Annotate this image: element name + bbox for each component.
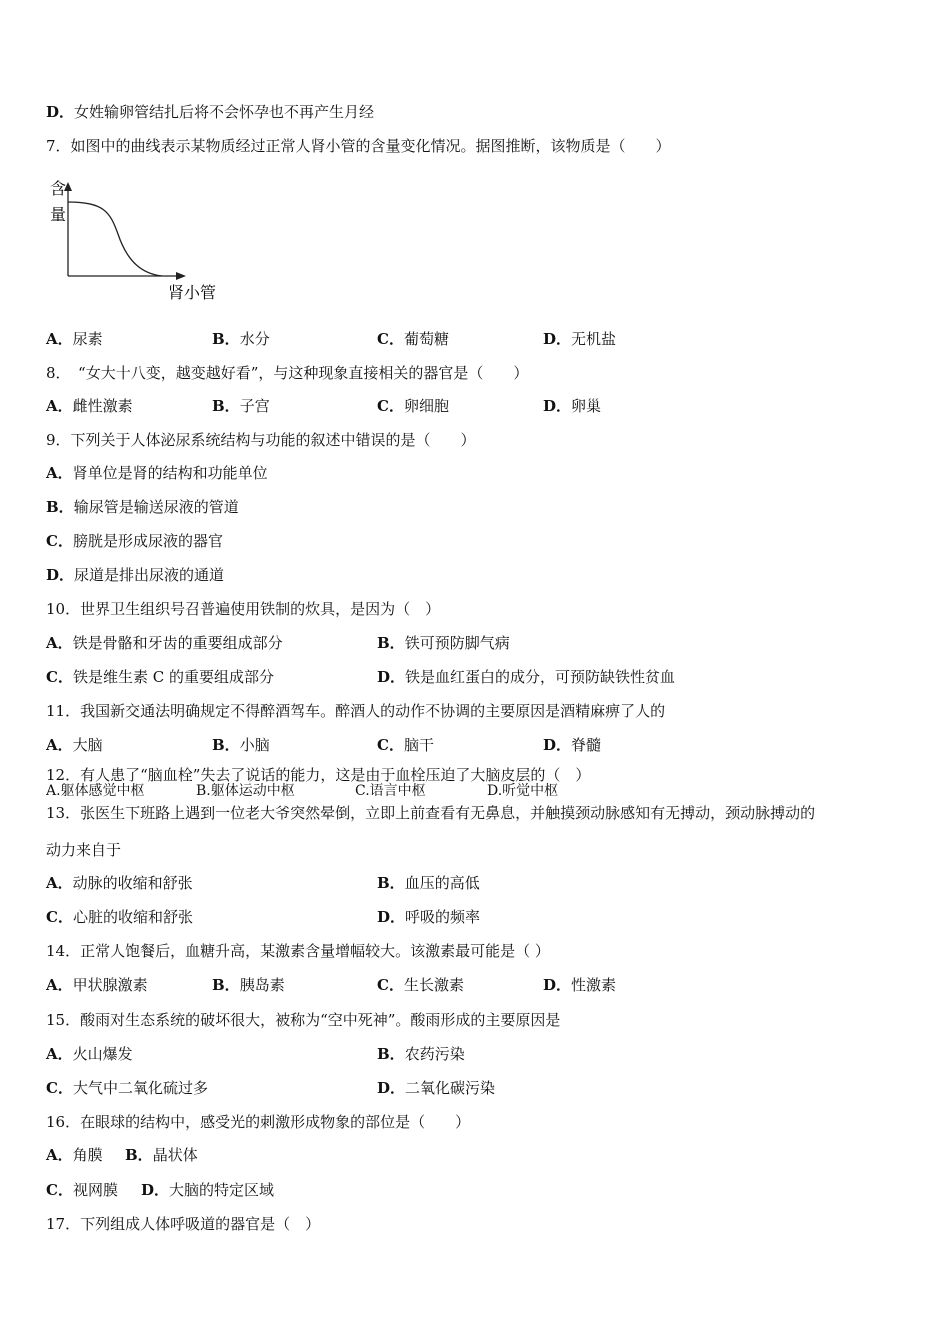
q14-stem: 14．正常人饱餐后，血糖升高，某激素含量增幅较大。该激素最可能是（ ）	[46, 942, 550, 960]
q8-option-a[interactable]: A．雌性激素	[46, 397, 133, 415]
q13-option-a[interactable]: A．动脉的收缩和舒张	[46, 874, 193, 892]
q9-option-d[interactable]: D．尿道是排出尿液的通道	[46, 566, 225, 584]
q8-option-c[interactable]: C．卵细胞	[377, 397, 449, 415]
q11-option-c[interactable]: C．脑干	[377, 736, 434, 754]
q15-option-d[interactable]: D．二氧化碳污染	[377, 1079, 496, 1097]
q15-stem: 15．酸雨对生态系统的破坏很大，被称为“空中死神”。酸雨形成的主要原因是	[46, 1011, 561, 1029]
q12-option-b[interactable]: B.躯体运动中枢	[196, 783, 295, 799]
q6-option-d: D．女姓输卵管结扎后将不会怀孕也不再产生月经	[46, 103, 375, 121]
q11-stem: 11．我国新交通法明确规定不得醉酒驾车。醉酒人的动作不协调的主要原因是酒精麻痹了人的	[46, 702, 666, 720]
q7-stem: 7．如图中的曲线表示某物质经过正常人肾小管的含量变化情况。据图推断，该物质是（ ）	[46, 137, 671, 155]
q13-option-c[interactable]: C．心脏的收缩和舒张	[46, 908, 193, 926]
q10-option-a[interactable]: A．铁是骨骼和牙齿的重要组成部分	[46, 634, 283, 652]
q14-option-a[interactable]: A．甲状腺激素	[46, 976, 148, 994]
q12-stem: 12．有人患了“脑血栓”失去了说话的能力，这是由于血栓压迫了大脑皮层的（ ）	[46, 766, 591, 784]
q13-option-b[interactable]: B．血压的高低	[377, 874, 480, 892]
q10-option-d[interactable]: D．铁是血红蛋白的成分，可预防缺铁性贫血	[377, 668, 676, 686]
q10-option-b[interactable]: B．铁可预防脚气病	[377, 634, 510, 652]
q11-option-d[interactable]: D．脊髓	[543, 736, 602, 754]
kidney-tubule-graph	[44, 176, 224, 306]
q11-option-b[interactable]: B．小脑	[212, 736, 270, 754]
x-axis-arrow	[176, 272, 186, 280]
q14-option-d[interactable]: D．性激素	[543, 976, 617, 994]
q12-option-c[interactable]: C.语言中枢	[355, 783, 426, 799]
q16-option-d[interactable]: D．大脑的特定区域	[141, 1181, 275, 1199]
q10-stem: 10．世界卫生组织号召普遍使用铁制的炊具，是因为（ ）	[46, 600, 441, 618]
q16-option-a[interactable]: A．角膜	[46, 1146, 103, 1164]
x-axis-label: 肾小管	[168, 283, 217, 302]
y-axis-label-1: 含	[50, 179, 67, 198]
q11-option-a[interactable]: A．大脑	[46, 736, 103, 754]
q16-option-b[interactable]: B．晶状体	[125, 1146, 198, 1164]
q8-option-b[interactable]: B．子宫	[212, 397, 270, 415]
q8-option-d[interactable]: D．卵巢	[543, 397, 602, 415]
q9-option-b[interactable]: B．输尿管是输送尿液的管道	[46, 498, 239, 516]
q9-option-c[interactable]: C．膀胱是形成尿液的器官	[46, 532, 223, 550]
q10-option-c[interactable]: C．铁是维生素 C 的重要组成部分	[46, 668, 274, 686]
q7-option-a[interactable]: A．尿素	[46, 330, 103, 348]
q13-stem-line-2: 动力来自于	[46, 841, 122, 859]
q7-option-c[interactable]: C．葡萄糖	[377, 330, 449, 348]
q14-option-c[interactable]: C．生长激素	[377, 976, 464, 994]
q16-stem: 16．在眼球的结构中，感受光的刺激形成物象的部位是（ ）	[46, 1113, 471, 1131]
q12-option-d[interactable]: D.听觉中枢	[487, 783, 559, 799]
q7-option-d[interactable]: D．无机盐	[543, 330, 617, 348]
q17-stem: 17．下列组成人体呼吸道的器官是（ ）	[46, 1215, 321, 1233]
q15-option-b[interactable]: B．农药污染	[377, 1045, 465, 1063]
q8-stem: 8． “女大十八变，越变越好看”，与这种现象直接相关的器官是（ ）	[46, 364, 529, 382]
q9-stem: 9．下列关于人体泌尿系统结构与功能的叙述中错误的是（ ）	[46, 431, 476, 449]
q16-option-c[interactable]: C．视网膜	[46, 1181, 118, 1199]
y-axis-label-2: 量	[50, 205, 67, 224]
q9-option-a[interactable]: A．肾单位是肾的结构和功能单位	[46, 464, 268, 482]
q13-option-d[interactable]: D．呼吸的频率	[377, 908, 481, 926]
q14-option-b[interactable]: B．胰岛素	[212, 976, 285, 994]
q15-option-c[interactable]: C．大气中二氧化硫过多	[46, 1079, 208, 1097]
q13-stem-line-1: 13．张医生下班路上遇到一位老大爷突然晕倒，立即上前查看有无鼻息，并触摸颈动脉感知有无搏动，颈动脉搏动的	[46, 804, 816, 822]
q12-option-a[interactable]: A.躯体感觉中枢	[46, 783, 145, 799]
content-curve	[68, 202, 162, 276]
q15-option-a[interactable]: A．火山爆发	[46, 1045, 133, 1063]
q7-option-b[interactable]: B．水分	[212, 330, 270, 348]
